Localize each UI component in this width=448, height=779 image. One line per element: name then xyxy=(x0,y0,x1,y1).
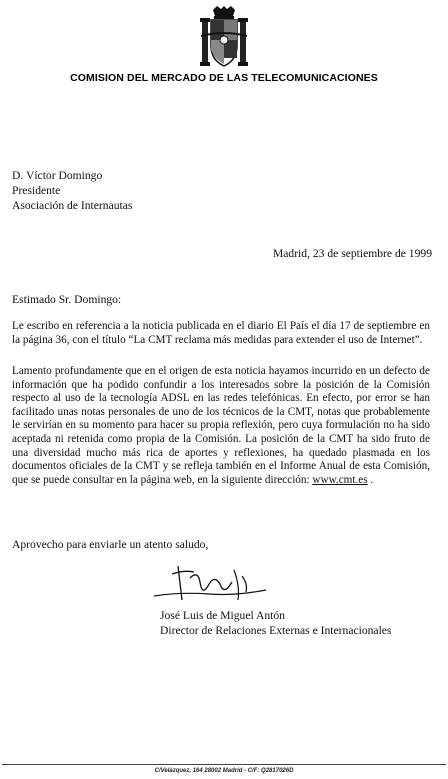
footer-address: C/Velázquez, 164 28002 Madrid - C/F: Q2817026D xyxy=(154,768,294,774)
footer-divider xyxy=(2,764,446,765)
paragraph-2-end: . xyxy=(367,473,374,486)
handwritten-signature xyxy=(150,556,270,608)
recipient-organization: Asociación de Internautas xyxy=(12,199,133,212)
recipient-block xyxy=(12,168,132,213)
recipient-name: D. Víctor Domingo xyxy=(12,169,103,182)
paragraph-1: Le escribo en referencia a la noticia publicada en el diario El País el día 17 de septiembre en la página 36, con el título “La CMT reclama más medidas para extender el uso de Internet”. xyxy=(12,320,430,346)
salutation: Estimado Sr. Domingo: xyxy=(12,293,122,306)
organization-title: COMISION DEL MERCADO DE LAS TELECOMUNICACIONES xyxy=(70,72,378,84)
cmt-website-link[interactable]: www.cmt.es xyxy=(312,473,368,486)
signer-block xyxy=(160,609,391,638)
paragraph-2 xyxy=(12,365,430,487)
closing-line: Aprovecho para enviarle un atento saludo, xyxy=(12,538,209,551)
spanish-coat-of-arms-icon xyxy=(199,6,249,70)
signer-position: Director de Relaciones Externas e Internacionales xyxy=(160,623,392,637)
recipient-title: Presidente xyxy=(12,184,61,197)
letter-date: Madrid, 23 de septiembre de 1999 xyxy=(272,247,432,260)
signer-name: José Luis de Miguel Antón xyxy=(160,609,285,622)
paragraph-2-text: Lamento profundamente que en el origen de esta noticia hayamos incurrido en un defecto de información que ha podido confundir a los interesados sobre la posición de la Comisión respecto al uso de la tecnología ADSL en las redes telefónicas. En efecto, por error se han facilitado unas notas personales de uno de los técnicos de la CMT, notas que probablemente le servirían en su momento para hacer su propia reflexión, pero cuya formulación no ha sido aceptada ni retenida como propia de la Comisión. La posición de la CMT ha sido fruto de una diversidad mucho más rica de aportes y reflexiones, ha quedado plasmada en los documentos oficiales de la CMT y se refleja también en el Informe Anual de esta Comisión, que se puede consultar en la página web, en la siguiente dirección: xyxy=(12,365,430,486)
